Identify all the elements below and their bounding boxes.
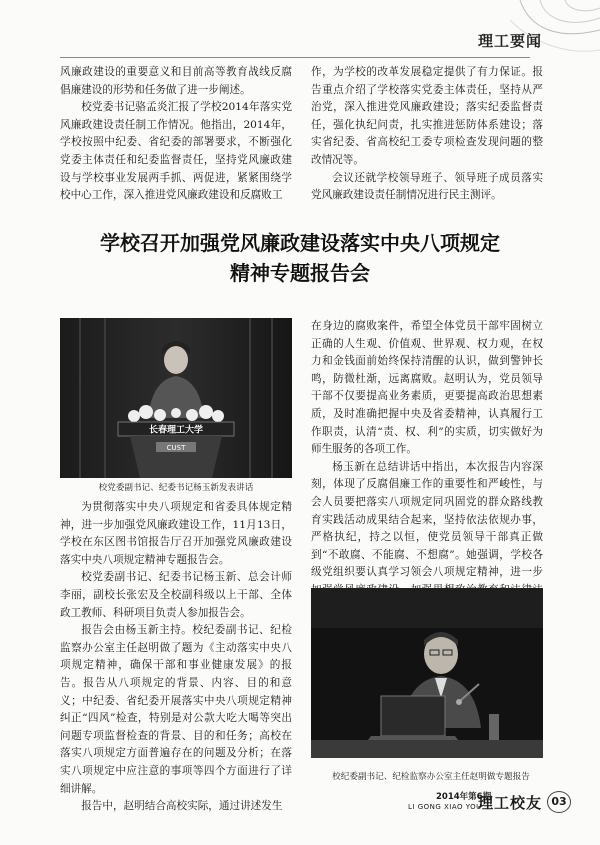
article-left-para-1: 为贯彻落实中央八项规定和省委具体规定精神，进一步加强党风廉政建设工作，11月13日，学校在东区图书馆报告厅召开加强党风廉政建设落实中央八项规定精神专题报告会。: [60, 501, 292, 566]
top-right-para-2: 会议还就学校领导班子、领导班子成员落实党风廉政建设责任制情况进行民主测评。: [311, 171, 543, 202]
podium-logo-text: CUST: [166, 444, 186, 452]
photo-speaker-podium: [60, 318, 292, 478]
top-right-para-1: 作，为学校的改革发展稳定提供了有力保证。报告重点介绍了学校落实党委主体责任，坚持从严治党，深入推进党风廉政建设；落实纪委监督责任，强化执纪问责，扎实推进惩防体系建设；落实省纪委、省高校纪工委专项检查发现问题的整改情况等。: [311, 66, 543, 166]
banner-text: 长春理工大学: [148, 425, 204, 436]
article-title-line-2: 精神专题报告会: [230, 261, 370, 285]
top-left-para-1: 风廉政建设的重要意义和目前高等教育战线反腐倡廉建设的形势和任务做了进一步阐述。: [60, 66, 292, 96]
top-left-column: [60, 64, 292, 205]
page-number: 03: [547, 791, 571, 813]
article-left-column: [60, 499, 292, 816]
photo1-caption: 校党委副书记、纪委书记杨玉新发表讲话: [98, 483, 254, 493]
magazine-english-name: LI GONG XIAO YOU: [408, 803, 482, 811]
photo2-caption: 校纪委副书记、纪检监察办公室主任赵明做专题报告: [332, 772, 530, 782]
top-left-para-2: 校党委书记骆孟炎汇报了学校2014年落实党风廉政建设责任制工作情况。他指出，2014年，学校按照中纪委、省纪委的部署要求，不断强化党委主体责任和纪委监督责任，坚持党风廉政建设与学校事业发展两手抓、两促进，紧紧围绕学校中心工作，深入推进党风廉政建设和反腐败工: [60, 101, 292, 202]
photo-presenter-laptop-image: [311, 588, 543, 758]
article-left-para-3: 报告会由杨玉新主持。校纪委副书记、纪检监察办公室主任赵明做了题为《主动落实中央八项规定精神，确保干部和事业健康发展》的报告。报告从八项规定的背景、内容、目的和意义；中纪委、省纪委开展落实中央八项规定精神纠正“四风”检查，特别是对公款大吃大喝等突出问题专项监督检查的背景、目的和任务；高校在落实八项规定方面普遍存在的问题及分析；在落实八项规定中应注意的事项等四个方面进行了详细讲解。: [60, 624, 292, 795]
top-right-column: [311, 64, 543, 205]
article-left-para-4: 报告中，赵明结合高校实际，通过讲述发生: [81, 800, 283, 813]
header-divider: [60, 57, 530, 58]
article-right-para-2: 杨玉新在总结讲话中指出，本次报告内容深刻，体现了反腐倡廉工作的重要性和严峻性，与会人员要把落实八项规定同巩固党的群众路线教育实践活动成果结合起来，坚持依法依规办事，严格执纪，持之以恒，使党员领导干部真正做到“不敢腐、不能腐、不想腐”。她强调，学校各级党组织要认真学习领会八项规定精神，进一步: [311, 460, 543, 579]
issue-label: 2014年第6期: [436, 792, 492, 802]
section-header: 理工要闻: [478, 32, 543, 50]
article-right-column: [311, 318, 543, 617]
article-left-para-2: 校党委副书记、纪委书记杨玉新、总会计师李丽，副校长张宏及全校副科级以上干部、全体政工教师、科研项目负责人参加报告会。: [60, 571, 292, 619]
article-title: [30, 228, 570, 288]
article-right-para-1: 在身边的腐败案件，希望全体党员干部牢固树立正确的人生观、价值观、世界观、权力观，在权力和金钱面前始终保持清醒的认识，做到警钟长鸣，防微杜渐，远离腐败。赵明认为，党员领导干部不仅要提高业务素质，更要提高政治思想素质，及时准确把握中央及省委精神，认真履行工作职责，认清“责、权、利”的实质，切实做好为师生服务的各项工作。: [311, 320, 543, 456]
magazine-name: 理工校友: [478, 794, 543, 812]
photo-speaker-podium-image: [60, 318, 292, 478]
article-title-line-1: 学校召开加强党风廉政建设落实中央八项规定: [100, 231, 500, 255]
photo-presenter-laptop: [311, 588, 543, 758]
